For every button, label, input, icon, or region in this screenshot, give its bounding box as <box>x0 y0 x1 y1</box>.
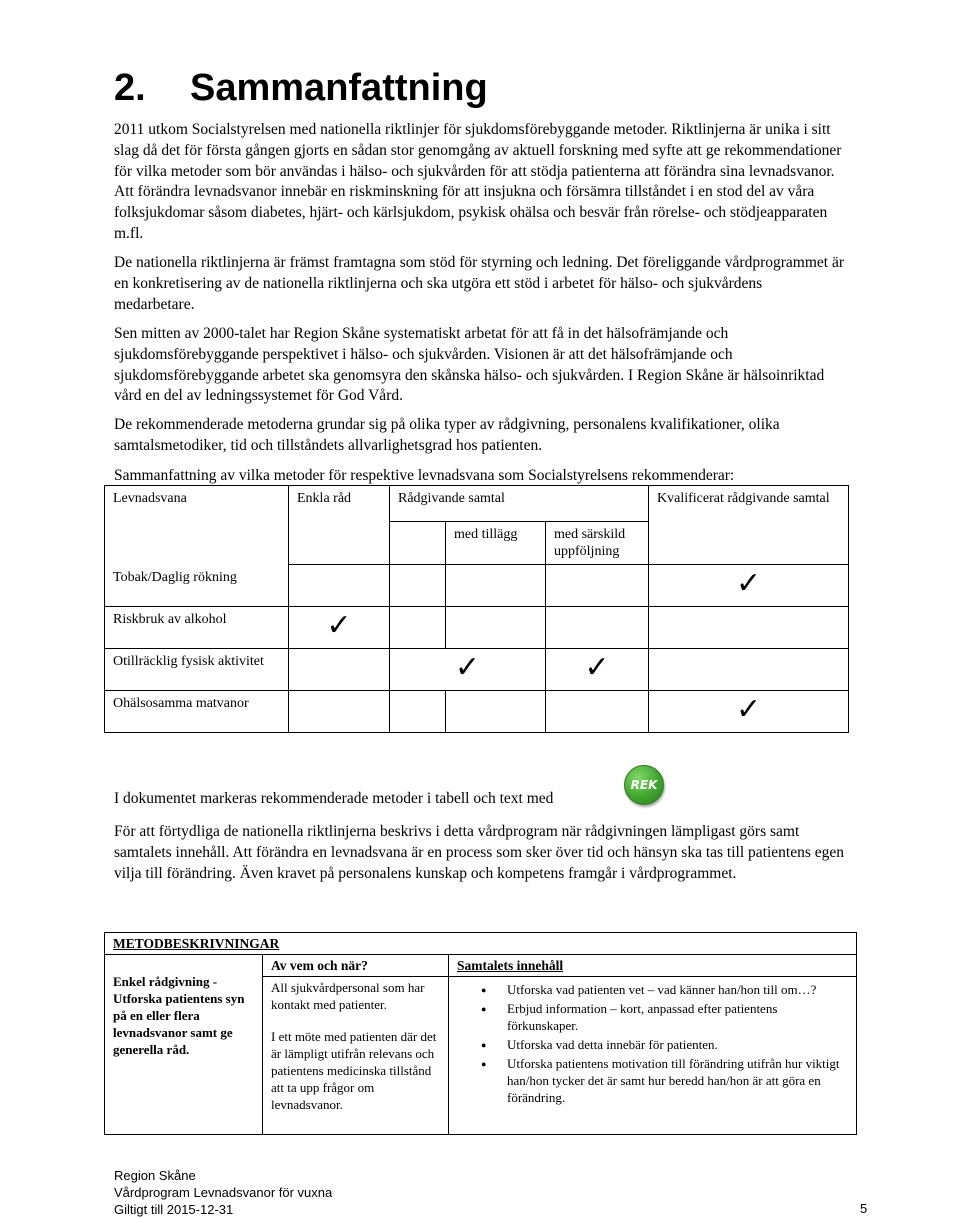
footer-validity: Giltigt till 2015-12-31 <box>114 1202 234 1217</box>
check-icon: ✓ <box>326 608 352 643</box>
header-med-tillagg: med tillägg <box>446 522 546 565</box>
row-cell <box>390 607 446 649</box>
list-item: ● Utforska patientens motivation till förändring utifrån hur viktigt han/hon tycker det är samt hur beredd han/hon är att göra en förändring. <box>507 1055 848 1106</box>
row-cell <box>390 691 446 733</box>
table-row <box>105 649 849 691</box>
row-cell <box>446 691 546 733</box>
content-list <box>457 981 848 1106</box>
page-number: 5 <box>860 1201 868 1216</box>
row-cell <box>649 607 849 649</box>
row-cell <box>546 649 649 691</box>
row-cell <box>289 607 390 649</box>
column-content: Samtalets innehåll <box>449 955 857 977</box>
who-cell <box>263 977 449 1135</box>
row-cell <box>649 565 849 607</box>
row-label: Ohälsosamma matvanor <box>105 691 289 733</box>
paragraph-region: Sen mitten av 2000-talet har Region Skåne systematiskt arbetat för att få in det hälsofrämjande och sjukdomsförebyggande perspektivet i hälso- och sjukvården. Visionen är att det hälsofrämjande och sjukdomsförebyggande arbetet ska genomsyra den skånska hälso- och sjukvården. I Region Skåne är hälsoinriktad vård en del av ledningssystemet för God Vård. <box>114 325 825 405</box>
list-item: ● Erbjud information – kort, anpassad efter patientens förkunskaper. <box>507 1000 848 1034</box>
page-footer <box>114 1167 332 1218</box>
method-name: Enkel rådgivning - Utforska patientens syn på en eller flera levnadsvanor samt ge generella råd. <box>105 955 263 1135</box>
heading-title: Sammanfattning <box>190 67 488 109</box>
row-cell <box>446 565 546 607</box>
row-cell <box>289 565 390 607</box>
row-label: Tobak/Daglig rökning <box>105 565 289 607</box>
row-cell <box>390 565 446 607</box>
heading-number: 2. <box>114 67 146 109</box>
header-levnadsvana: Levnadsvana <box>105 486 289 565</box>
header-med-sarskild: med särskild uppföljning <box>546 522 649 565</box>
row-cell <box>546 691 649 733</box>
row-cell <box>649 691 849 733</box>
content-cell <box>449 977 857 1135</box>
methods-table <box>104 485 849 733</box>
row-cell <box>289 649 390 691</box>
row-cell <box>446 607 546 649</box>
paragraph-clarify: För att förtydliga de nationella riktlinjerna beskrivs i detta vårdprogram när rådgivningen lämpligast görs samt samtalets innehåll. Att förändra en levnadsvana är en process som sker över tid och hänsyn ska tas till patientens egen vilja till förändring. Även kravet på personalens kunskap och kompetens framgår i vårdprogrammet. <box>114 823 845 882</box>
table-row <box>105 691 849 733</box>
rek-explanation: I dokumentet markeras rekommenderade metoder i tabell och text med <box>114 790 554 807</box>
row-cell <box>546 607 649 649</box>
method-description-table <box>104 932 857 1135</box>
check-icon: ✓ <box>454 650 481 685</box>
row-label: Otillräcklig fysisk aktivitet <box>105 649 289 691</box>
who-text-2: I ett möte med patienten där det är lämpligt utifrån relevans och patientens medicinska tillstånd att ta upp frågor om levnadsvanor. <box>271 1029 437 1112</box>
header-empty <box>390 522 446 565</box>
row-cell <box>390 649 546 691</box>
header-enkla-rad: Enkla råd <box>289 486 390 565</box>
header-radgivande-samtal: Rådgivande samtal <box>390 486 649 522</box>
row-cell <box>289 691 390 733</box>
column-who: Av vem och när? <box>263 955 449 977</box>
who-text-1: All sjukvårdpersonal som har kontakt med patienter. <box>271 980 425 1012</box>
paragraph-guidelines: De nationella riktlinjerna är främst framtagna som stöd för styrning och ledning. Det föreliggande vårdprogrammet är en konkretisering av de nationella riktlinjerna och ska utgöra ett stöd i arbetet för hälso- och sjukvårdens medarbetare. <box>114 254 844 313</box>
header-kvalificerat: Kvalificerat rådgivande samtal <box>649 486 849 565</box>
page-heading <box>114 64 488 112</box>
list-item: ● Utforska vad patienten vet – vad känner han/hon till om…? <box>507 981 848 998</box>
check-icon: ✓ <box>735 566 762 601</box>
footer-document-title: Vårdprogram Levnadsvanor för vuxna <box>114 1185 333 1200</box>
paragraph-table-caption: Sammanfattning av vilka metoder för respektive levnadsvana som Socialstyrelsens rekommenderar: <box>114 467 735 484</box>
check-icon: ✓ <box>584 650 610 685</box>
rek-badge-label: REK <box>630 778 658 792</box>
desc-table-title: METODBESKRIVNINGAR <box>105 933 857 955</box>
row-cell <box>546 565 649 607</box>
table-row <box>105 565 849 607</box>
paragraph-methods: De rekommenderade metoderna grundar sig på olika typer av rådgivning, personalens kvalifikationer, olika samtalsmetodiker, tid och tillståndets allvarlighetsgrad hos patienten. <box>114 416 780 454</box>
footer-organization: Region Skåne <box>114 1168 196 1183</box>
row-label: Riskbruk av alkohol <box>105 607 289 649</box>
check-icon: ✓ <box>735 692 762 727</box>
rek-badge-icon <box>624 765 664 805</box>
row-cell <box>649 649 849 691</box>
table-row <box>105 607 849 649</box>
list-item: ● Utforska vad detta innebär för patienten. <box>507 1036 848 1053</box>
paragraph-intro: 2011 utkom Socialstyrelsen med nationella riktlinjer för sjukdomsförebyggande metoder. Riktlinjerna är unika i sitt slag då det för första gången gjorts en sådan stor genomgång av aktuell forskning med syfte att ge rekommendationer för vilka metoder som bör användas i hälso- och sjukvården för att stödja patienterna att förändra sina levnadsvanor. Att förändra levnadsvanor innebär en riskminskning för att insjukna och försämra tillståndet i en stod del av våra folksjukdomar såsom diabetes, hjärt- och kärlsjukdom, psykisk ohälsa och besvär från rörelse- och stödjeapparaten m.fl. <box>114 121 842 242</box>
